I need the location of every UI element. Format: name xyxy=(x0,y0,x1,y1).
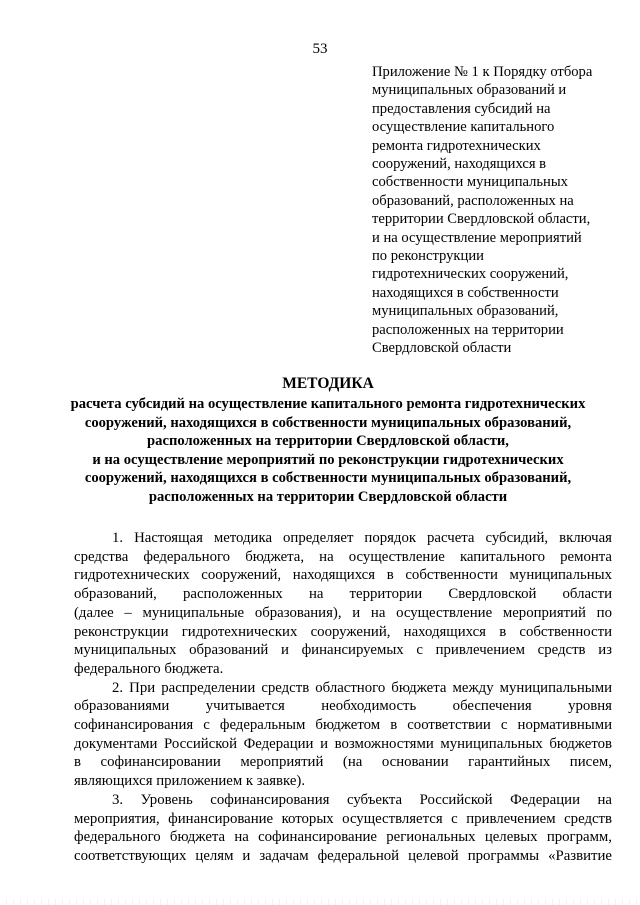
paragraph-line: 1. Настоящая методика определяет порядок расчета субсидий, включая xyxy=(112,530,612,546)
paragraph-line: мероприятия, финансирование которых осуществляется с привлечением средств xyxy=(74,810,612,827)
appendix-line: осуществление капитального xyxy=(372,119,555,136)
appendix-line: собственности муниципальных xyxy=(372,174,568,191)
paragraph-line: (далее – муниципальные образования), и на осуществление мероприятий по xyxy=(74,604,612,621)
appendix-line: муниципальных образований, xyxy=(372,303,559,320)
appendix-line: предоставления субсидий на xyxy=(372,100,551,117)
paragraph-2 xyxy=(74,679,612,791)
page-number: 53 xyxy=(312,41,328,57)
paragraph-line: гидротехнических сооружений, находящихся в собственности муниципальных xyxy=(74,567,612,584)
appendix-line: и на осуществление мероприятий xyxy=(372,229,582,246)
title-line: и на осуществление мероприятий по реконструкции гидротехнических xyxy=(92,451,564,468)
appendix-line: по реконструкции xyxy=(372,248,484,265)
appendix-line: территории Свердловской области, xyxy=(372,211,591,228)
title-line: сооружений, находящихся в собственности муниципальных образований, xyxy=(84,470,572,487)
paragraph-line: образований, расположенных на территории Свердловской области xyxy=(74,586,612,603)
title-subtitle xyxy=(66,395,590,507)
document-title xyxy=(66,374,590,507)
scan-edge xyxy=(0,899,640,905)
appendix-line: Приложение № 1 к Порядку отбора xyxy=(372,64,593,80)
title-heading: МЕТОДИКА xyxy=(282,375,374,392)
title-line: расположенных на территории Свердловской области xyxy=(148,488,508,505)
paragraph-line: федерального бюджета. xyxy=(74,660,224,677)
paragraph-line: муниципальных образований и финансируемых с привлечением средств из xyxy=(74,642,612,659)
appendix-line: сооружений, находящихся в xyxy=(372,156,547,173)
appendix-line: находящихся в собственности xyxy=(372,284,559,301)
appendix-line: ремонта гидротехнических xyxy=(372,137,541,154)
appendix-line: расположенных на территории xyxy=(372,321,564,338)
title-line: расположенных на территории Свердловской области, xyxy=(147,433,509,450)
paragraph-line: в софинансировании мероприятий (на основании гарантийных писем, xyxy=(74,754,612,771)
paragraph-line: соответствующих целям и задачам федеральной целевой программы «Развитие xyxy=(74,847,612,864)
paragraph-line: софинансирования с федеральным бюджетом в соответствии с нормативными xyxy=(74,717,612,734)
appendix-line: муниципальных образований и xyxy=(372,82,567,99)
document-body xyxy=(74,529,612,866)
appendix-line: образований, расположенных на xyxy=(372,192,574,209)
paragraph-line: 3. Уровень софинансирования субъекта Российской Федерации на xyxy=(112,791,612,808)
paragraph-line: 2. При распределении средств областного бюджета между муниципальными xyxy=(112,679,612,696)
paragraph-line: реконструкции гидротехнических сооружений, находящихся в собственности xyxy=(74,623,612,640)
appendix-line: гидротехнических сооружений, xyxy=(372,266,569,283)
paragraph-line: образованиями учитывается необходимость обеспечения уровня xyxy=(74,698,612,715)
paragraph-3 xyxy=(74,791,612,866)
title-line: сооружений, находящихся в собственности муниципальных образований, xyxy=(84,414,572,431)
paragraph-1 xyxy=(74,529,612,679)
paragraph-line: документами Российской Федерации и возможностями муниципальных бюджетов xyxy=(74,735,612,752)
paragraph-line: являющихся приложением к заявке). xyxy=(74,773,306,790)
appendix-note xyxy=(372,63,634,358)
paragraph-line: федерального бюджета на софинансирование региональных целевых программ, xyxy=(74,829,612,846)
paragraph-line: средства федерального бюджета, на осуществление капитального ремонта xyxy=(74,548,612,565)
title-line: расчета субсидий на осуществление капитального ремонта гидротехнических xyxy=(70,396,586,412)
appendix-line: Свердловской области xyxy=(372,340,512,357)
